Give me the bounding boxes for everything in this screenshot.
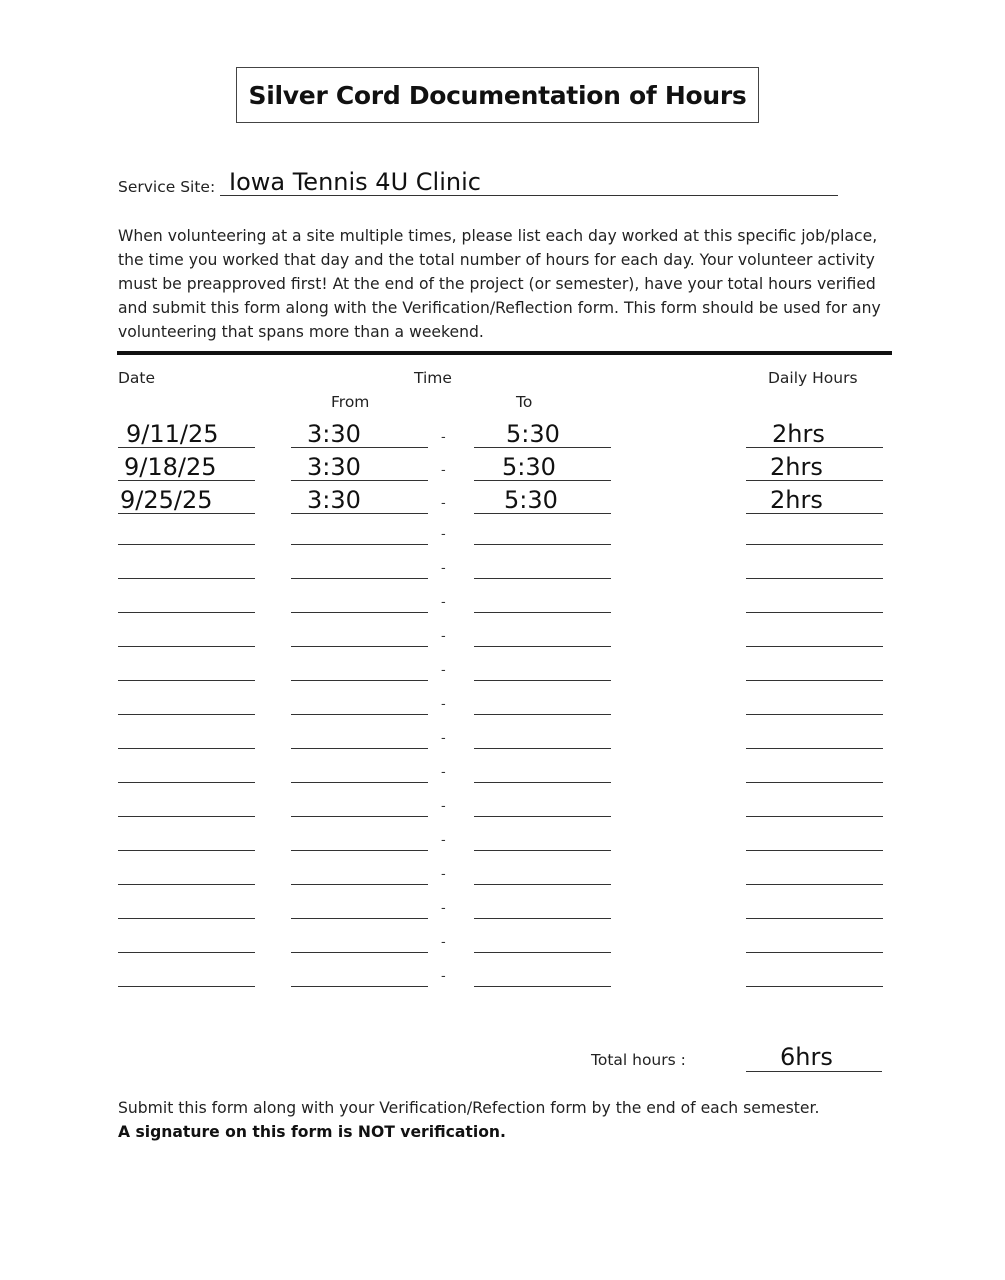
time-from-field[interactable]: [291, 787, 428, 817]
time-to-field[interactable]: [474, 923, 611, 953]
time-from-value: 3:30: [307, 486, 361, 514]
daily-hours-field[interactable]: [746, 889, 883, 919]
table-row: [0, 451, 1005, 481]
time-separator: -: [441, 799, 446, 814]
table-row: [0, 549, 1005, 579]
time-to-field[interactable]: [474, 418, 611, 448]
time-separator: -: [441, 731, 446, 746]
time-to-field[interactable]: [474, 583, 611, 613]
time-from-value: 3:30: [307, 453, 361, 481]
time-separator: -: [441, 901, 446, 916]
table-row: [0, 821, 1005, 851]
time-to-field[interactable]: [474, 617, 611, 647]
service-site-label: Service Site:: [118, 178, 216, 196]
daily-hours-field[interactable]: [746, 515, 883, 545]
time-from-field[interactable]: [291, 651, 428, 681]
time-from-field[interactable]: [291, 549, 428, 579]
submission-note: Submit this form along with your Verification/Refection form by the end of each semester.: [118, 1099, 820, 1117]
time-to-field[interactable]: [474, 651, 611, 681]
time-to-value: 5:30: [506, 420, 560, 448]
date-field[interactable]: [118, 484, 255, 514]
form-title-box: [236, 67, 759, 123]
from-column-header: From: [331, 393, 370, 411]
time-separator: -: [441, 833, 446, 848]
daily-hours-field[interactable]: [746, 651, 883, 681]
table-row: [0, 787, 1005, 817]
table-row: [0, 685, 1005, 715]
date-field[interactable]: [118, 418, 255, 448]
date-field[interactable]: [118, 753, 255, 783]
daily-hours-field[interactable]: [746, 957, 883, 987]
date-field[interactable]: [118, 957, 255, 987]
time-separator: -: [441, 969, 446, 984]
time-from-field[interactable]: [291, 855, 428, 885]
time-separator: -: [441, 935, 446, 950]
form-title: Silver Cord Documentation of Hours: [248, 80, 747, 110]
time-to-field[interactable]: [474, 855, 611, 885]
time-from-field[interactable]: [291, 753, 428, 783]
daily-hours-value: 2hrs: [770, 453, 823, 481]
date-column-header: Date: [118, 369, 156, 387]
date-value: 9/11/25: [126, 420, 219, 448]
time-to-field[interactable]: [474, 787, 611, 817]
date-field[interactable]: [118, 889, 255, 919]
daily-hours-field[interactable]: [746, 549, 883, 579]
time-from-field[interactable]: [291, 821, 428, 851]
date-value: 9/18/25: [124, 453, 217, 481]
time-to-field[interactable]: [474, 889, 611, 919]
date-field[interactable]: [118, 617, 255, 647]
table-row: [0, 515, 1005, 545]
service-site-field: [118, 168, 838, 198]
daily-hours-field[interactable]: [746, 753, 883, 783]
table-row: [0, 583, 1005, 613]
time-separator: -: [441, 496, 446, 511]
service-site-input[interactable]: Iowa Tennis 4U Clinic: [229, 168, 481, 196]
time-column-header: Time: [414, 369, 452, 387]
time-from-field[interactable]: [291, 685, 428, 715]
time-separator: -: [441, 765, 446, 780]
daily-hours-field[interactable]: [746, 451, 883, 481]
instructions-text: When volunteering at a site multiple times, please list each day worked at this specific job/place, the time you worked that day and the total number of hours for each day. Your volunteer activity must be preapproved first! At the end of the project (or semester), have your total hours verified and submit this form along with the Verification/Reflection form. This form should be used for any volunteering that spans more than a weekend.: [118, 227, 881, 341]
to-column-header: To: [516, 393, 533, 411]
time-from-field[interactable]: [291, 719, 428, 749]
daily-hours-field[interactable]: [746, 418, 883, 448]
total-hours-value: 6hrs: [780, 1043, 833, 1071]
date-field[interactable]: [118, 651, 255, 681]
date-field[interactable]: [118, 719, 255, 749]
time-separator: -: [441, 867, 446, 882]
verification-warning: A signature on this form is NOT verification.: [118, 1123, 506, 1141]
total-hours-label: Total hours :: [591, 1051, 686, 1069]
time-from-field[interactable]: [291, 451, 428, 481]
date-field[interactable]: [118, 451, 255, 481]
time-separator: -: [441, 561, 446, 576]
table-row: [0, 418, 1005, 448]
time-to-field[interactable]: [474, 719, 611, 749]
daily-hours-value: 2hrs: [770, 486, 823, 514]
time-from-value: 3:30: [307, 420, 361, 448]
date-value: 9/25/25: [120, 486, 213, 514]
time-separator: -: [441, 463, 446, 478]
time-to-value: 5:30: [504, 486, 558, 514]
date-field[interactable]: [118, 583, 255, 613]
time-separator: -: [441, 595, 446, 610]
daily-hours-field[interactable]: [746, 685, 883, 715]
table-row: [0, 855, 1005, 885]
daily-hours-field[interactable]: [746, 787, 883, 817]
time-to-field[interactable]: [474, 821, 611, 851]
daily-hours-field[interactable]: [746, 855, 883, 885]
date-field[interactable]: [118, 821, 255, 851]
time-to-value: 5:30: [502, 453, 556, 481]
time-from-field[interactable]: [291, 957, 428, 987]
time-from-field[interactable]: [291, 515, 428, 545]
time-to-field[interactable]: [474, 451, 611, 481]
table-row: [0, 889, 1005, 919]
daily-hours-field[interactable]: [746, 484, 883, 514]
time-from-field[interactable]: [291, 484, 428, 514]
time-from-field[interactable]: [291, 583, 428, 613]
time-to-field[interactable]: [474, 549, 611, 579]
date-field[interactable]: [118, 685, 255, 715]
daily-hours-field[interactable]: [746, 583, 883, 613]
table-row: [0, 484, 1005, 514]
time-from-field[interactable]: [291, 889, 428, 919]
date-field[interactable]: [118, 923, 255, 953]
daily-hours-field[interactable]: [746, 923, 883, 953]
table-row: [0, 753, 1005, 783]
time-separator: -: [441, 663, 446, 678]
daily-hours-field[interactable]: [746, 821, 883, 851]
time-to-field[interactable]: [474, 685, 611, 715]
time-separator: -: [441, 430, 446, 445]
time-from-field[interactable]: [291, 617, 428, 647]
table-row: [0, 617, 1005, 647]
time-to-field[interactable]: [474, 957, 611, 987]
daily-hours-column-header: Daily Hours: [768, 369, 858, 387]
table-row: [0, 651, 1005, 681]
date-field[interactable]: [118, 855, 255, 885]
time-separator: -: [441, 527, 446, 542]
table-row: [0, 719, 1005, 749]
time-separator: -: [441, 629, 446, 644]
total-hours-field[interactable]: [746, 1041, 882, 1072]
time-separator: -: [441, 697, 446, 712]
time-to-field[interactable]: [474, 484, 611, 514]
date-field[interactable]: [118, 787, 255, 817]
table-row: [0, 957, 1005, 987]
date-field[interactable]: [118, 549, 255, 579]
time-from-field[interactable]: [291, 923, 428, 953]
time-to-field[interactable]: [474, 515, 611, 545]
daily-hours-field[interactable]: [746, 617, 883, 647]
date-field[interactable]: [118, 515, 255, 545]
daily-hours-field[interactable]: [746, 719, 883, 749]
table-row: [0, 923, 1005, 953]
section-divider: [117, 351, 892, 355]
daily-hours-value: 2hrs: [772, 420, 825, 448]
time-from-field[interactable]: [291, 418, 428, 448]
time-to-field[interactable]: [474, 753, 611, 783]
